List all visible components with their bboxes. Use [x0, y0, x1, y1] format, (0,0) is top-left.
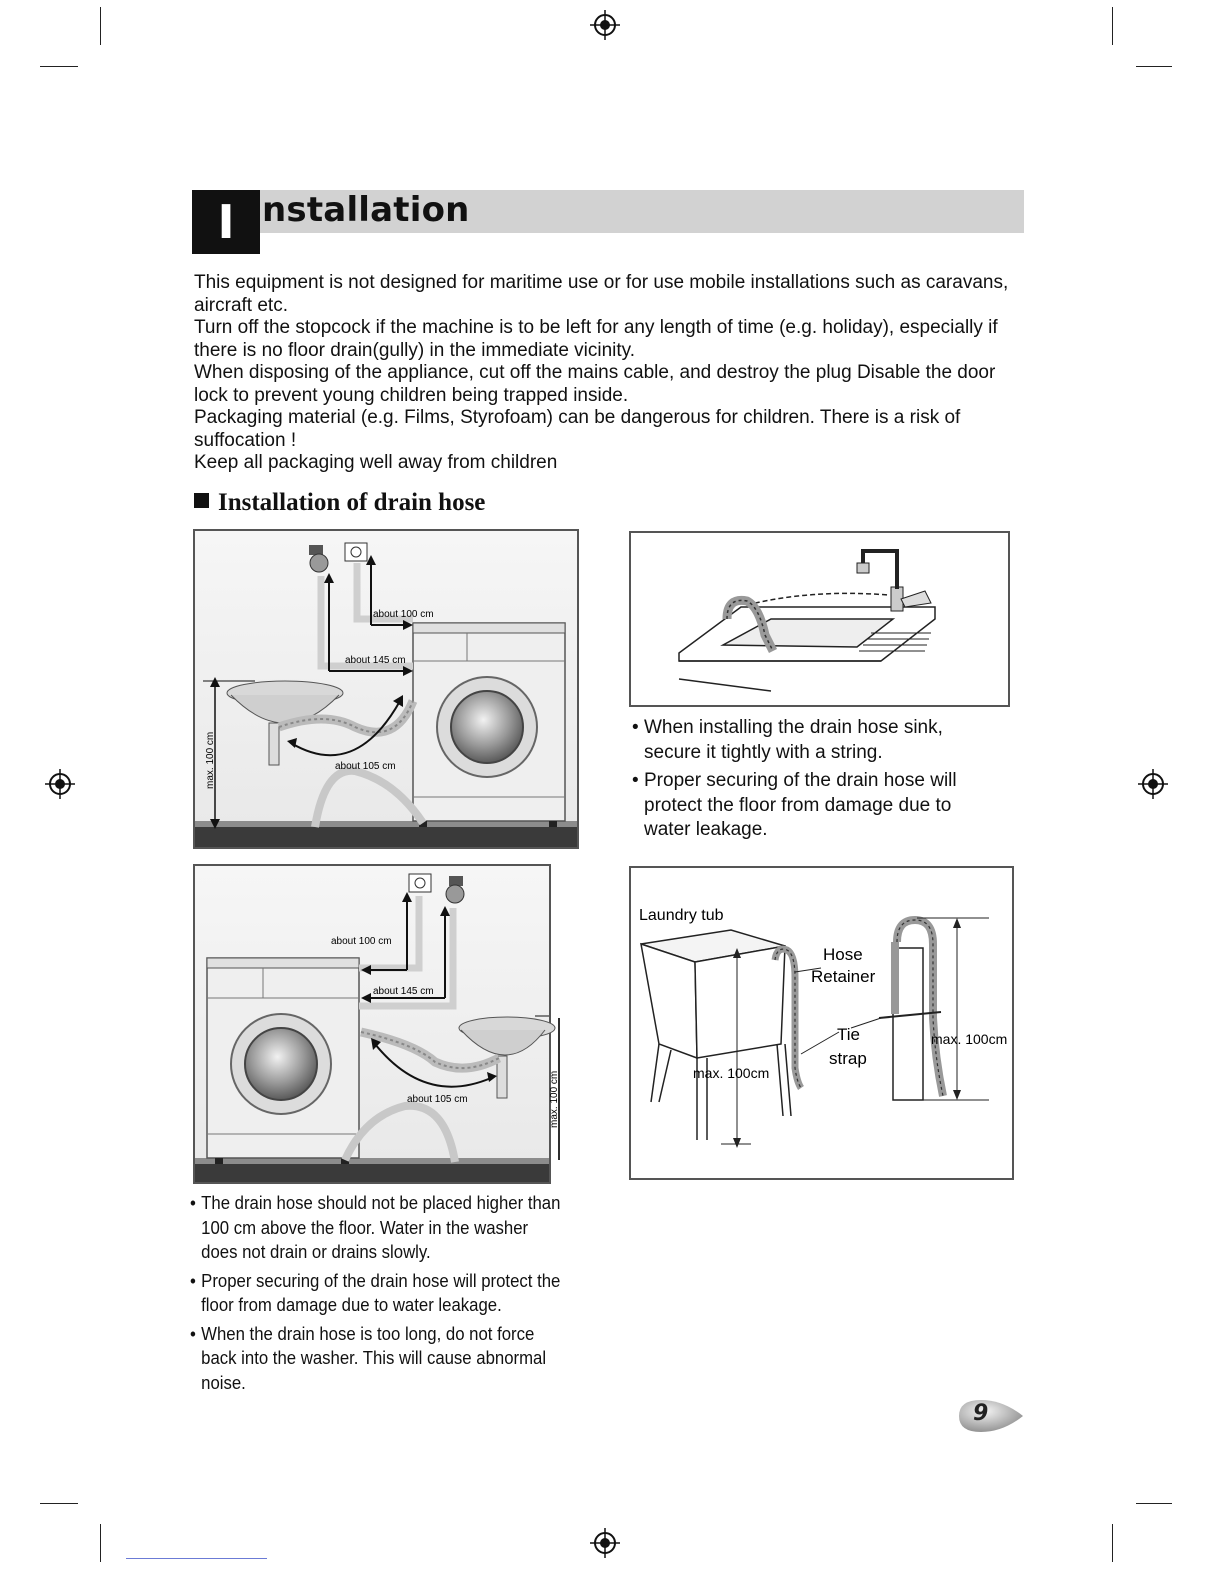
list-item: • Proper securing of the drain hose will protect the floor from damage due to water leakage.: [632, 769, 1002, 843]
crop-mark: [100, 7, 101, 45]
crop-mark: [1136, 1503, 1172, 1504]
label-max-100cm-left: max. 100cm: [693, 1065, 770, 1081]
registration-mark-icon: [590, 1528, 620, 1558]
registration-mark-icon: [1138, 769, 1168, 799]
intro-paragraph: Turn off the stopcock if the machine is to be left for any length of time (e.g. holiday), especially if there is no floor drain(gully) in the immediate vicinity.: [194, 317, 998, 361]
intro-text: [194, 272, 1024, 475]
figure-drain-hose-kitchen-sink: [629, 531, 1010, 707]
section-title: Installation of drain hose: [218, 489, 486, 516]
crop-mark: [1112, 1524, 1113, 1562]
crop-mark: [1136, 66, 1172, 67]
registration-mark-icon: [45, 769, 75, 799]
page-number-badge: [955, 1398, 1025, 1434]
drain-hose-notes: [190, 1191, 562, 1399]
label-max-100cm: max. 100 cm: [205, 731, 216, 789]
page-number: 9: [973, 1401, 989, 1426]
label-retainer: Retainer: [811, 967, 876, 986]
figure-laundry-tub: [629, 866, 1014, 1180]
kitchen-sink-notes: [632, 716, 1002, 847]
figure-drain-hose-sink-right: [193, 864, 560, 1184]
footer-link-underline: [126, 1558, 267, 1559]
label-about-100cm: about 100 cm: [331, 936, 392, 947]
label-max-100cm-right: max. 100cm: [931, 1031, 1008, 1047]
registration-mark-icon: [590, 10, 620, 40]
figure-drain-hose-sink-left: [193, 529, 579, 849]
label-about-100cm: about 100 cm: [373, 609, 434, 620]
list-item: • Proper securing of the drain hose will protect the floor from damage due to water leakage.: [190, 1269, 562, 1318]
label-strap: strap: [829, 1049, 867, 1068]
list-item: • When the drain hose is too long, do not force back into the washer. This will cause abnormal noise.: [190, 1322, 562, 1396]
intro-paragraph: Keep all packaging well away from children: [194, 452, 558, 473]
label-about-145cm: about 145 cm: [345, 655, 406, 666]
page-title: nstallation: [262, 190, 470, 230]
label-max-100cm: max. 100 cm: [549, 1070, 560, 1128]
label-laundry-tub: Laundry tub: [639, 907, 724, 924]
list-item: • When installing the drain hose sink, secure it tightly with a string.: [632, 716, 1002, 765]
crop-mark: [40, 1503, 78, 1504]
crop-mark: [40, 66, 78, 67]
title-initial: I: [192, 190, 260, 254]
intro-paragraph: When disposing of the appliance, cut off the mains cable, and destroy the plug Disable the door lock to prevent young children being trapped inside.: [194, 362, 996, 406]
crop-mark: [1112, 7, 1113, 45]
section-heading: [194, 488, 485, 518]
crop-mark: [100, 1524, 101, 1562]
label-about-145cm: about 145 cm: [373, 986, 434, 997]
square-bullet-icon: [194, 493, 209, 508]
list-item: • The drain hose should not be placed higher than 100 cm above the floor. Water in the washer does not drain or drains slowly.: [190, 1191, 562, 1265]
label-about-105cm: about 105 cm: [407, 1094, 468, 1105]
intro-paragraph: Packaging material (e.g. Films, Styrofoam) can be dangerous for children. There is a risk of suffocation !: [194, 407, 961, 451]
intro-paragraph: This equipment is not designed for maritime use or for use mobile installations such as caravans, aircraft etc.: [194, 272, 1009, 316]
label-tie: Tie: [837, 1025, 860, 1044]
label-hose: Hose: [823, 945, 863, 964]
label-about-105cm: about 105 cm: [335, 761, 396, 772]
